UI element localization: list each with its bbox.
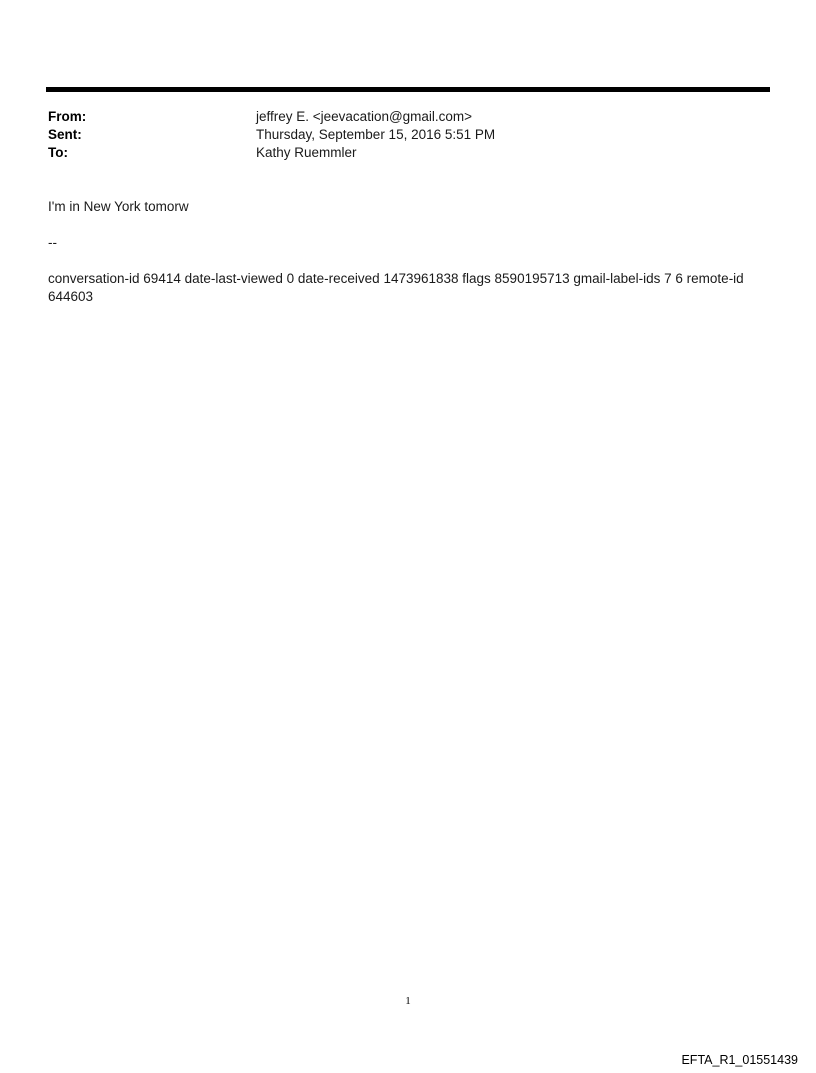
email-headers [48, 108, 748, 162]
from-label: From: [48, 109, 87, 124]
header-row-to [48, 144, 748, 162]
to-label: To: [48, 145, 68, 160]
to-value: Kathy Ruemmler [256, 145, 357, 160]
page-number: 1 [405, 995, 411, 1007]
bates-number: EFTA_R1_01551439 [681, 1053, 798, 1067]
email-body: I'm in New York tomorw [48, 199, 189, 214]
email-metadata: conversation-id 69414 date-last-viewed 0 date-received 1473961838 flags 8590195713 gmail-label-ids 7 6 remote-id 644603 [48, 271, 744, 304]
sent-label: Sent: [48, 127, 82, 142]
signature-separator: -- [48, 235, 57, 250]
header-row-from [48, 108, 748, 126]
from-value: jeffrey E. <jeevacation@gmail.com> [256, 109, 473, 124]
header-row-sent [48, 126, 748, 144]
sent-value: Thursday, September 15, 2016 5:51 PM [256, 127, 496, 142]
header-rule [46, 87, 770, 92]
